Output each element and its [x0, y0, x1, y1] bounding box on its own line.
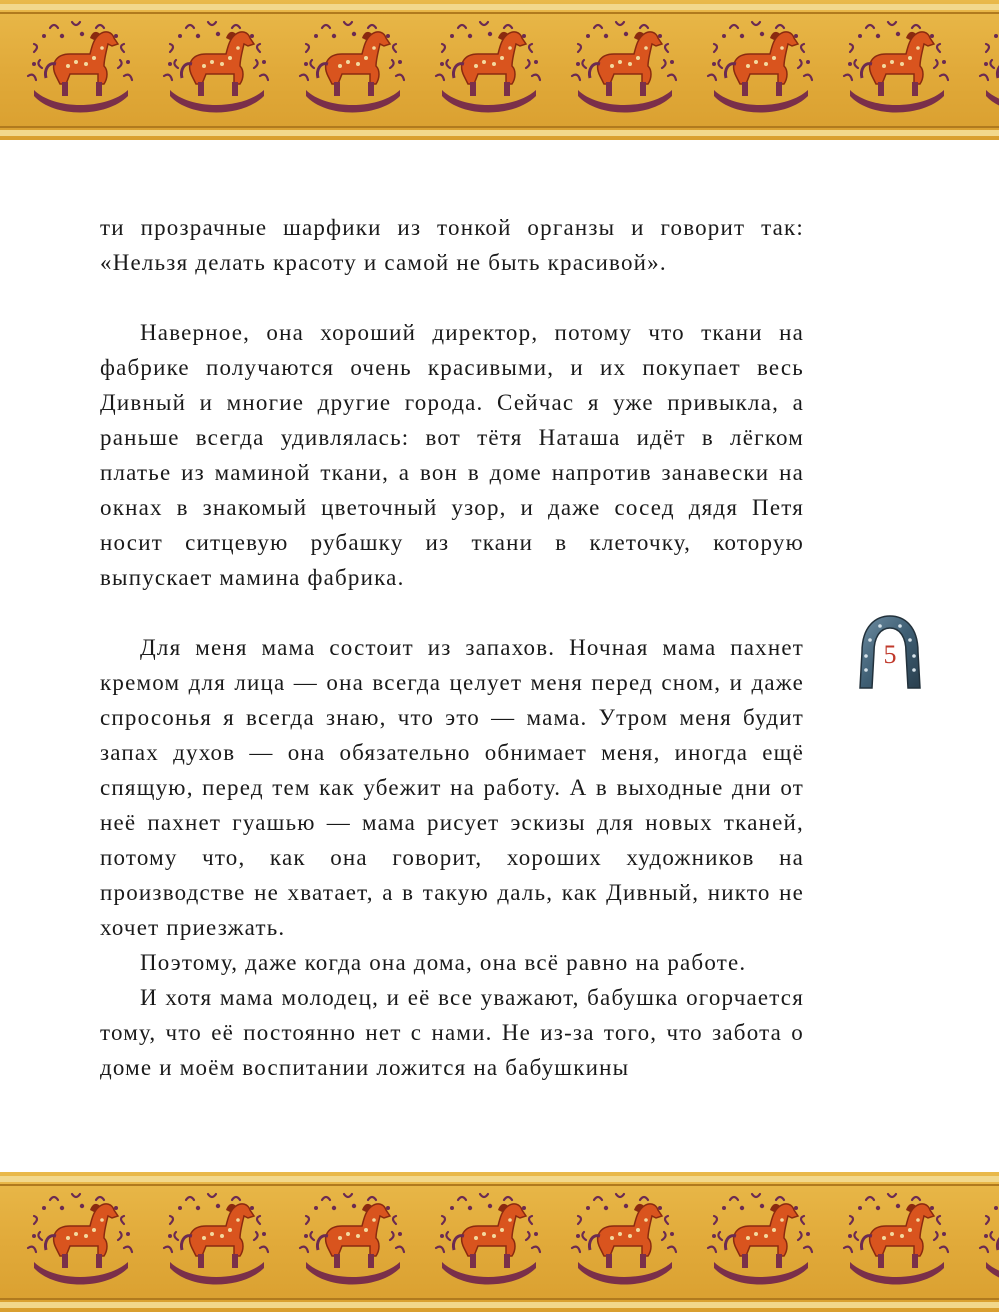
page-number: 5 [883, 640, 897, 669]
rocking-horse-icon [572, 22, 676, 113]
top-ornament-band [0, 0, 999, 140]
paragraph: И хотя мама молодец, и её все уважают, бабушка огорчается тому, что её постоянно нет с нами. Не из-за того, что забота о доме и моём воспитании ложится на бабушкины [100, 985, 804, 1080]
rocking-horse-icon [28, 22, 132, 113]
paragraph: Поэтому, даже когда она дома, она всё равно на работе. [140, 950, 747, 975]
book-text [100, 210, 804, 1085]
rocking-horse-icon [980, 22, 999, 113]
rocking-horse-icon [300, 22, 404, 113]
rocking-horse-icon [28, 1194, 132, 1285]
rocking-horse-icon [164, 22, 268, 113]
paragraph: Для меня мама состоит из запахов. Ночная мама пахнет кремом для лица — она всегда целует меня перед сном, и даже спросонья я всегда знаю, что это — мама. Утром меня будит запах духов — она обязательно обнимает меня, иногда ещё спящую, перед тем как убежит на работу. А в выходные дни от неё пахнет гуашью — мама рисует эскизы для новых тканей, потому что, как она говорит, хороших художников на производстве не хватает, а в такую даль, как Дивный, никто не хочет приезжать. [100, 635, 804, 940]
rocking-horse-row [0, 0, 999, 140]
paragraph: Наверное, она хороший директор, потому что ткани на фабрике получаются очень красивыми, и их покупает весь Дивный и многие другие города. Сейчас я уже привыкла, а раньше всегда удивлялась: вот тётя Наташа идёт в лёгком платье из маминой ткани, а вон в доме напротив занавески на окнах в знакомый цветочный узор, и даже сосед дядя Петя носит ситцевую рубашку из ткани в клеточку, которую выпускает мамина фабрика. [100, 320, 804, 590]
rocking-horse-icon [164, 1194, 268, 1285]
paragraph: ти прозрачные шарфики из тонкой органзы и говорит так: «Нельзя делать красоту и самой не быть красивой». [100, 215, 804, 275]
rocking-horse-icon [844, 22, 948, 113]
rocking-horse-icon [844, 1194, 948, 1285]
rocking-horse-icon [708, 22, 812, 113]
rocking-horse-icon [708, 1194, 812, 1285]
rocking-horse-icon [300, 1194, 404, 1285]
rocking-horse-icon [572, 1194, 676, 1285]
rocking-horse-icon [436, 22, 540, 113]
rocking-horse-icon [436, 1194, 540, 1285]
rocking-horse-row [0, 1172, 999, 1312]
rocking-horse-icon [980, 1194, 999, 1285]
bottom-ornament-band [0, 1172, 999, 1312]
